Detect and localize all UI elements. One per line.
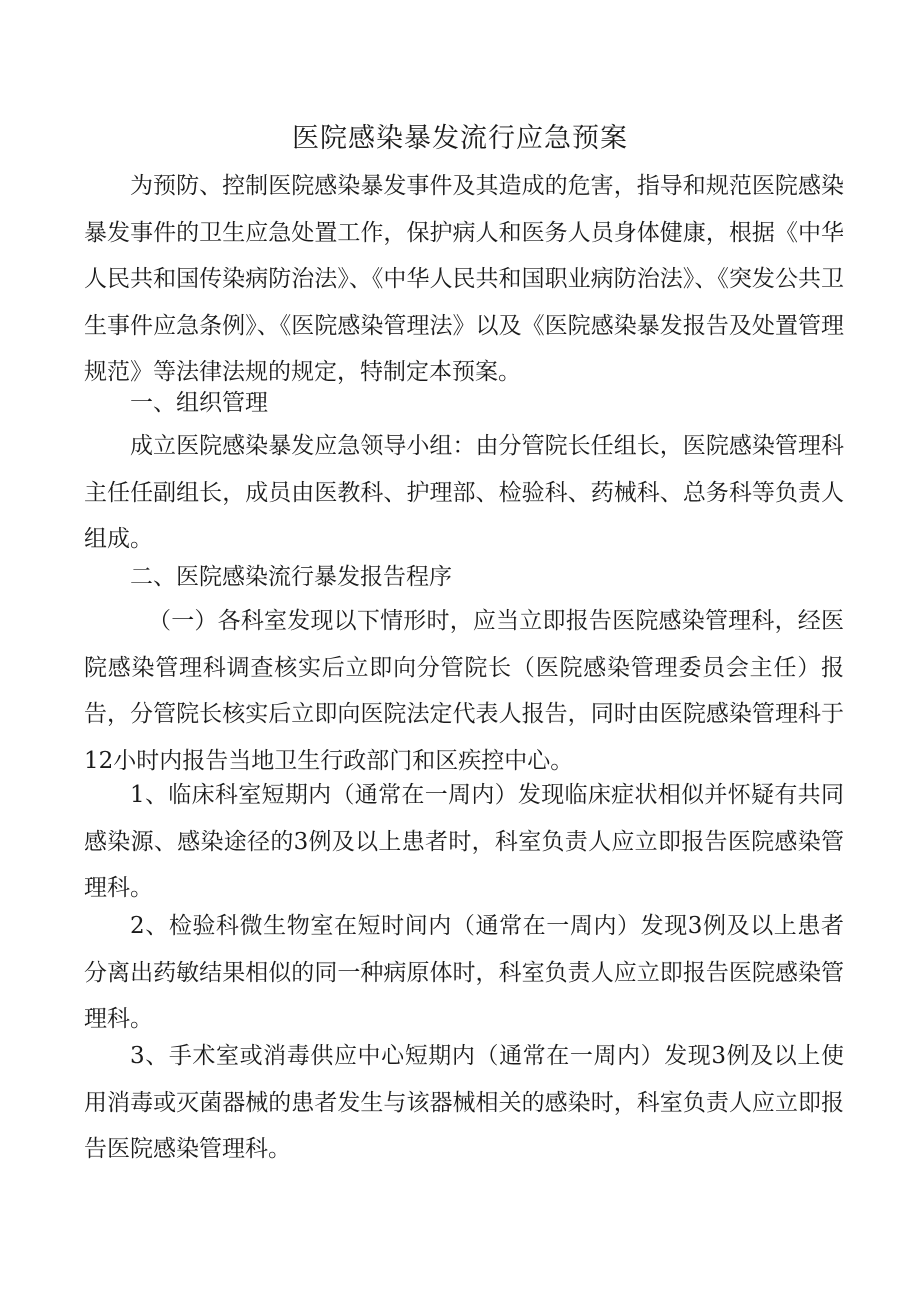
reporting-paragraph: （一）各科室发现以下情形时，应当立即报告医院感染管理科，经医院感染管理科调查核实后立即向分管院长（医院感染管理委员会主任）报告，分管院长核实后立即向医院法定代表人报告，同时由医院感染管理科于12小时内报告当地卫生行政部门和区疾控中心。 xyxy=(84,608,844,774)
list-item-2: 2、检验科微生物室在短时间内（通常在一周内）发现3例及以上患者分离出药敏结果相似的同一种病原体时，科室负责人应立即报告医院感染管理科。 xyxy=(84,913,844,1032)
section-heading-reporting: 二、医院感染流行暴发报告程序 xyxy=(130,564,452,590)
list-item-1: 1、临床科室短期内（通常在一周内）发现临床症状相似并怀疑有共同感染源、感染途径的3例及以上患者时，科室负责人应立即报告医院感染管理科。 xyxy=(84,782,844,901)
intro-paragraph: 为预防、控制医院感染暴发事件及其造成的危害，指导和规范医院感染暴发事件的卫生应急处置工作，保护病人和医务人员身体健康，根据《中华人民共和国传染病防治法》、《中华人民共和国职业病防治法》、《突发公共卫生事件应急条例》、《医院感染管理法》以及《医院感染暴发报告及处置管理规范》等法律法规的规定，特制定本预案。 xyxy=(84,173,844,385)
organization-paragraph: 成立医院感染暴发应急领导小组：由分管院长任组长，医院感染管理科主任任副组长，成员由医教科、护理部、检验科、药械科、总务科等负责人组成。 xyxy=(84,433,844,552)
section-heading-organization: 一、组织管理 xyxy=(130,390,268,416)
document-title: 医院感染暴发流行应急预案 xyxy=(292,123,628,154)
list-item-3: 3、手术室或消毒供应中心短期内（通常在一周内）发现3例及以上使用消毒或灭菌器械的患者发生与该器械相关的感染时，科室负责人应立即报告医院感染管理科。 xyxy=(84,1043,844,1162)
